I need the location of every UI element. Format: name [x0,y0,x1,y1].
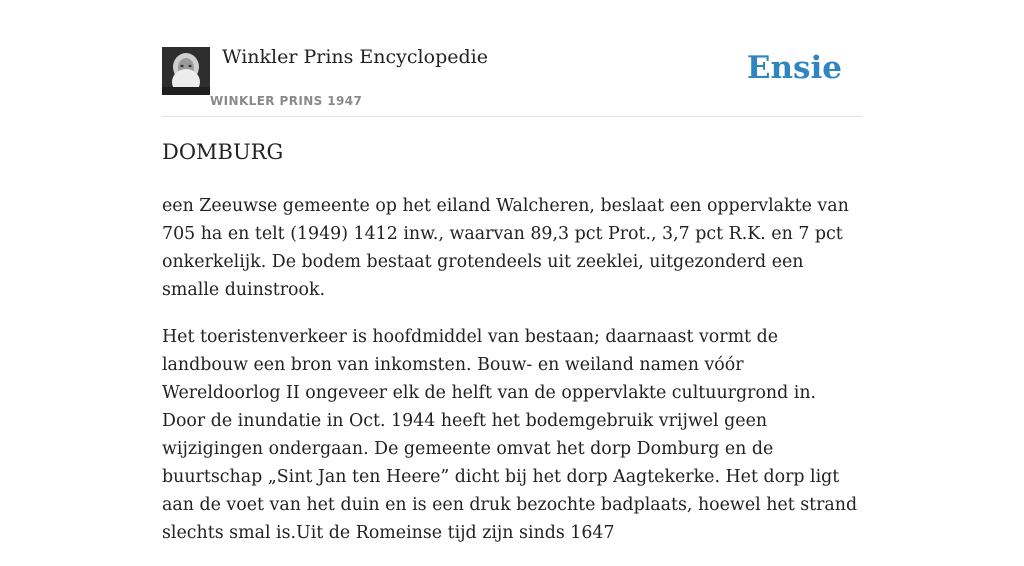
avatar-image [162,47,210,95]
site-title[interactable]: Winkler Prins Encyclopedie [222,46,488,68]
article-title: DOMBURG [162,140,284,164]
bearded-man-portrait-icon[interactable] [162,47,210,95]
site-subtitle[interactable]: WINKLER PRINS 1947 [210,94,363,108]
article-paragraph: Het toeristenverkeer is hoofdmiddel van bestaan; daarnaast vormt de landbouw een bron van inkomsten. Bouw- en weiland namen vóór Wereldoorlog II ongeveer elk de helft van de oppervlakte cultuurgrond in. Door de inundatie in Oct. 1944 heeft het bodemgebruik vrijwel geen wijzigingen ondergaan. De gemeente omvat het dorp Domburg en de buurtschap „Sint Jan ten Heere” dicht bij het dorp Aagtekerke. Het dorp ligt aan de voet van het duin en is een druk bezochte badplaats, hoewel het strand slechts smal is.Uit de Romeinse tijd zijn sinds 1647 [162,327,858,543]
ensie-logo-link[interactable]: Ensie [746,50,842,86]
site-header [162,44,862,117]
article-paragraph: een Zeeuwse gemeente op het eiland Walcheren, beslaat een oppervlakte van 705 ha en telt (1949) 1412 inw., waarvan 89,3 pct Prot., 3,7 pct R.K. en 7 pct onkerkelijk. De bodem bestaat grotendeels uit zeeklei, uitgezonderd een smalle duinstrook. [162,196,849,300]
article-body [162,192,862,566]
